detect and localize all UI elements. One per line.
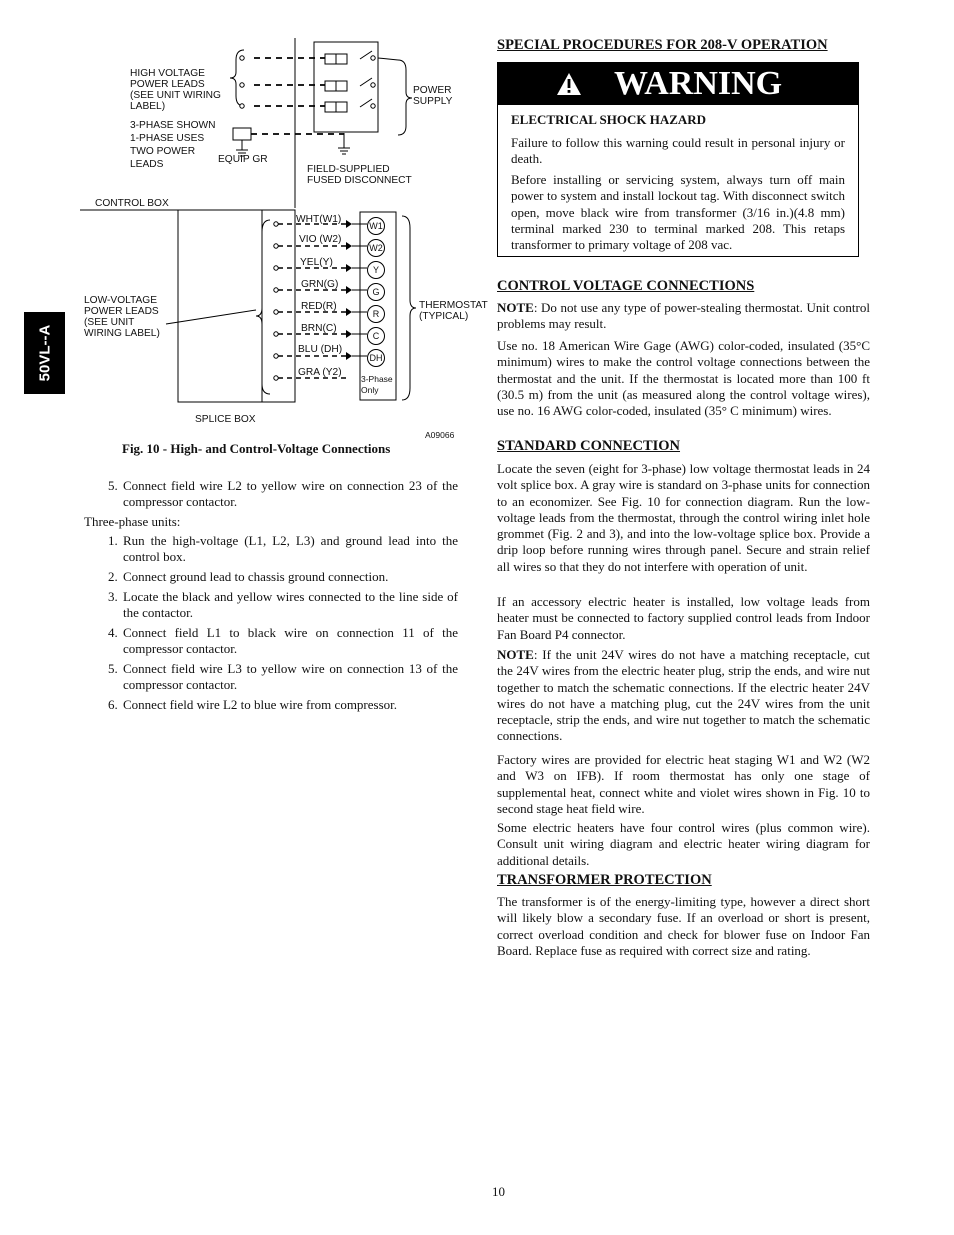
paragraph: Use no. 18 American Wire Gage (AWG) color-coded, insulated (35°C minimum) wires to make the control voltage connections between the thermostat and the unit. If the thermostat is located more than 100 ft (30.5 m) from the unit (as measured along the control voltage wires), use no. 16 AWG color-coded, insulated (35° C minimum) wires. — [497, 338, 870, 419]
wiring-diagram — [80, 38, 500, 443]
label-line: WIRING LABEL) — [84, 328, 160, 339]
wire-label: YEL(Y) — [300, 257, 333, 268]
warning-box — [497, 62, 859, 257]
high-voltage-label — [130, 68, 221, 112]
hazard-title: ELECTRICAL SHOCK HAZARD — [511, 112, 707, 127]
list-text: Connect ground lead to chassis ground connection. — [123, 569, 389, 584]
warning-text: Before installing or servicing system, always turn off main power to system and install lockout tag. With disconnect switch open, move black wire from transformer (3/16 in.)(4.8 mm) terminal marked 230 to terminal marked 208. This retaps transformer to primary voltage of 208 vac. — [511, 172, 845, 253]
label-line: HIGH VOLTAGE — [130, 68, 205, 79]
label-line: Only — [361, 385, 379, 395]
note-text: : Do not use any type of power-stealing thermostat. Unit control problems may result. — [497, 300, 870, 332]
standard-connection-heading: STANDARD CONNECTION — [497, 438, 681, 454]
label-line: SUPPLY — [413, 96, 453, 107]
note-paragraph — [497, 300, 870, 333]
list-number: 3. — [108, 589, 118, 604]
list-text: Connect field wire L2 to yellow wire on connection 23 of the compressor contactor. — [123, 478, 458, 510]
label-line: 1-PHASE USES — [130, 133, 205, 144]
label-line: THERMOSTAT — [419, 300, 488, 311]
phase-note-label — [130, 119, 215, 171]
list-text: Connect field L1 to black wire on connection 11 of the compressor contactor. — [123, 625, 458, 657]
list-item — [108, 625, 458, 658]
list-item — [108, 569, 458, 585]
list-text: Connect field wire L3 to yellow wire on connection 13 of the compressor contactor. — [123, 661, 458, 693]
paragraph: Some electric heaters have four control wires (plus common wire). Consult unit wiring diagram and electric heater wiring diagram for additional details. — [497, 820, 870, 868]
low-voltage-label — [84, 295, 160, 339]
list-text: Locate the black and yellow wires connected to the line side of the contactor. — [123, 589, 458, 621]
label-line: 3-Phase — [361, 374, 393, 384]
paragraph: Locate the seven (eight for 3-phase) low voltage thermostat leads in 24 volt splice box. A gray wire is standard on 3-phase units for connection to an economizer. See Fig. 10 for connection diagram. Run the low-voltage leads from the thermostat, through the control wiring inlet hole grommet (Fig. 2 and 3), and into the low-voltage splice box. Provide a drip loop before running wires through panel. Secure and strain relief all wires so that they do not interfere with operation of unit. — [497, 461, 870, 574]
list-text: Run the high-voltage (L1, L2, L3) and ground lead into the control box. — [123, 533, 458, 565]
note-text: : If the unit 24V wires do not have a matching receptacle, cut the 24V wires from the electric heater plug, strip the ends, and wire nut together to match the schematic connections. If the electric heater 24V wires do not have a matching plug, cut the 24V wires from the unit receptacle, strip the ends, and wire nut together to match the schematic connections. — [497, 647, 870, 744]
note-label: NOTE — [497, 647, 534, 662]
wire-label: BRN(C) — [301, 323, 337, 334]
special-procedures-heading: SPECIAL PROCEDURES FOR 208-V OPERATION — [497, 37, 828, 53]
splice-box-label: SPLICE BOX — [195, 414, 256, 425]
thermostat-label — [419, 300, 488, 322]
label-line: POWER — [413, 85, 452, 96]
control-box-label: CONTROL BOX — [95, 198, 169, 209]
terminal-label: W1 — [369, 221, 383, 231]
figure-caption: Fig. 10 - High- and Control-Voltage Connections — [122, 441, 391, 456]
list-text: Connect field wire L2 to blue wire from compressor. — [123, 697, 398, 712]
warning-title: WARNING — [614, 65, 783, 102]
label-line: (SEE UNIT — [84, 317, 135, 328]
transformer-protection-heading: TRANSFORMER PROTECTION — [497, 872, 712, 888]
section-tab — [24, 312, 65, 394]
list-number: 6. — [108, 697, 118, 712]
terminal-label: W2 — [369, 243, 383, 253]
list-number: 5. — [108, 478, 118, 493]
terminal-label: Y — [372, 265, 379, 275]
label-line: 3-PHASE SHOWN — [130, 120, 216, 131]
label-line: POWER LEADS — [130, 79, 205, 90]
label-line: LABEL) — [130, 101, 166, 112]
list-number: 5. — [108, 661, 118, 676]
section-tab-label: 50VL--A — [36, 324, 53, 382]
control-voltage-heading: CONTROL VOLTAGE CONNECTIONS — [497, 278, 755, 294]
list-number: 4. — [108, 625, 118, 640]
label-line: (TYPICAL) — [419, 311, 469, 322]
list-number: 2. — [108, 569, 118, 584]
label-line: LOW-VOLTAGE — [84, 295, 158, 306]
three-phase-only-label — [361, 374, 393, 396]
paragraph: Factory wires are provided for electric heat staging W1 and W2 (W2 and W3 on IFB). If room thermostat has only one stage of supplemental heat, connect white and violet wires shown in Fig. 10 to second stage heat field wire. — [497, 752, 870, 816]
list-item — [108, 661, 458, 694]
list-item — [108, 533, 458, 566]
terminal-label: DH — [369, 353, 383, 363]
terminal-label: C — [372, 331, 380, 341]
wire-label: GRN(G) — [301, 279, 339, 290]
paragraph: If an accessory electric heater is installed, low voltage leads from heater must be connected to factory supplied control leads from Indoor Fan Board P4 connector. — [497, 594, 870, 642]
fused-disconnect-label — [307, 164, 412, 186]
label-line: POWER LEADS — [84, 306, 159, 317]
list-number: 1. — [108, 533, 118, 548]
three-phase-label: Three-phase units: — [84, 514, 181, 529]
warning-triangle-icon — [556, 72, 582, 96]
paragraph: The transformer is of the energy-limiting type, however a direct short will likely blow a secondary fuse. If an overload or short is present, correct overload condition and check for blower fuse on Indoor Fan Board. Replace fuse as required with correct size and rating. — [497, 894, 870, 958]
warning-banner — [498, 63, 858, 105]
label-line: FIELD-SUPPLIED — [307, 164, 390, 175]
warning-text: Failure to follow this warning could result in personal injury or death. — [511, 135, 845, 167]
wire-label: GRA (Y2) — [298, 367, 342, 378]
equip-gr-label: EQUIP GR — [218, 154, 268, 165]
label-line: (SEE UNIT WIRING — [130, 90, 221, 101]
wire-label: BLU (DH) — [298, 344, 343, 355]
wire-label: RED(R) — [301, 301, 337, 312]
list-item — [108, 697, 458, 713]
note-label: NOTE — [497, 300, 534, 315]
list-item — [108, 478, 458, 511]
note-paragraph — [497, 647, 870, 745]
list-item — [108, 589, 458, 622]
figure-id: A09066 — [425, 430, 455, 440]
wire-label: VIO (W2) — [299, 234, 342, 245]
terminal-label: G — [372, 287, 380, 297]
label-line: LEADS — [130, 159, 164, 170]
label-line: FUSED DISCONNECT — [307, 175, 412, 186]
wire-label: WHT(W1) — [296, 214, 342, 225]
page-number: 10 — [492, 1184, 505, 1199]
power-supply-label — [413, 85, 452, 107]
terminal-label: R — [372, 309, 380, 319]
label-line: TWO POWER — [130, 146, 196, 157]
